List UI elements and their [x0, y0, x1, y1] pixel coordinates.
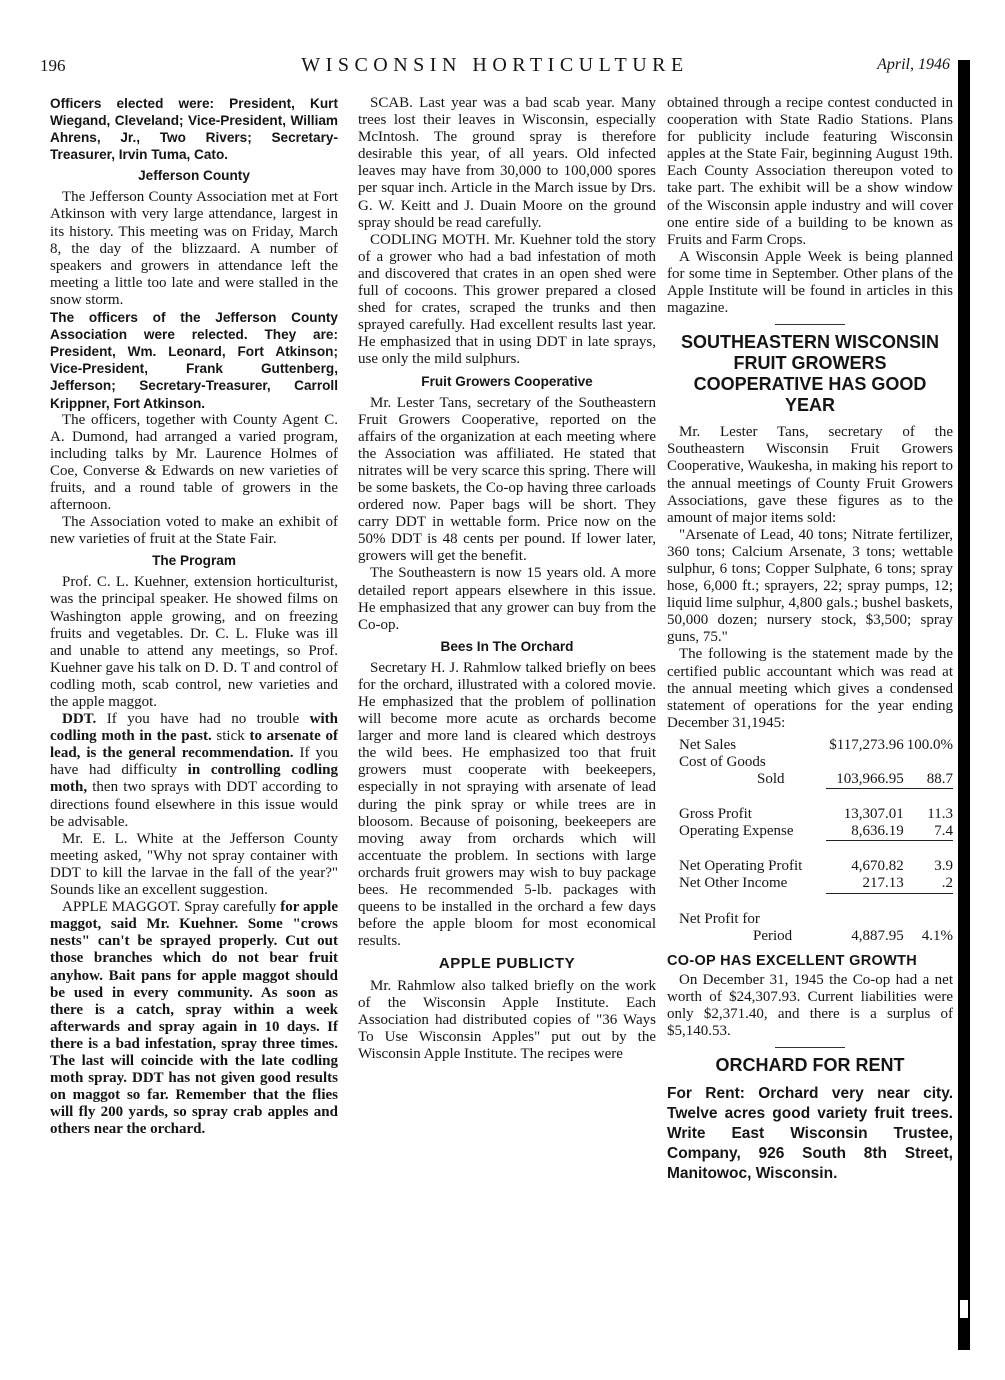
bees-heading: Bees In The Orchard — [440, 638, 574, 654]
row-value: 217.13 — [826, 875, 903, 893]
page-number: 196 — [40, 56, 66, 75]
apple-week-paragraph: A Wisconsin Apple Week is being planned for some time in September. Other plans of the Apple Institute will be found in articles in this magazine. — [667, 248, 953, 317]
maggot-text-b: for apple maggot, said Mr. Kuehner. Some "crows nests" can't be sprayed properly. Cut out those branches which do not bear fruit anyhow. Bait pans for apple maggot should be used in every community. As soon as there is a catch, spray — [50, 899, 338, 1018]
scab-paragraph: SCAB. Last year was a bad scab year. Many trees lost their leaves in Wisconsin, especially McIntosh. The ground spray is therefore desirable this year, of all years. Old infected leaves may have from 30,000 to 100,000 spores per squar inch. Article in the March issue by Drs. G. W. Keitt and J. Duain Moore on the ground spray should be read carefully. — [358, 95, 656, 231]
table-row — [667, 823, 953, 841]
table-row — [667, 771, 953, 789]
coop-growth-heading: CO-OP HAS EXCELLENT GROWTH — [667, 952, 918, 969]
row-pct: 4.1% — [921, 927, 953, 944]
apple-maggot-paragraph — [50, 899, 338, 1138]
column-2 — [358, 95, 656, 1063]
coop-growth-paragraph: On December 31, 1945 the Co-op had a net worth of $24,307.93. Current liabilities were only $2,371.40, and there is a surplus of $5,140.53. — [667, 971, 953, 1040]
statement-intro-paragraph: The following is the statement made by the certified public accountant which was read at the annual meeting which gives a condensed statement of operations for the year ending December 31,1945: — [667, 646, 953, 731]
row-label: Operating Expense — [679, 823, 794, 840]
row-label: Net Operating Profit — [679, 858, 803, 875]
jefferson-officers-paragraph: The officers of the Jefferson County Association were relected. They are: President, Wm. Leonard, Fort Atkinson; Vice-President, Frank Guttenberg, Jefferson; Secretary-Treasurer, Carroll Krippner, Fort Atkinson. — [50, 310, 338, 411]
table-row — [667, 911, 953, 928]
row-value: 13,307.01 — [843, 806, 904, 823]
southeastern-age-paragraph: The Southeastern is now 15 years old. A more detailed report appears elsewhere in this issue. He emphasized that any grower can buy from the Co-op. — [358, 565, 656, 633]
jefferson-county-heading: Jefferson County — [138, 168, 250, 184]
row-pct: .2 — [904, 875, 953, 893]
page-edge-shadow — [958, 60, 970, 1350]
apple-publicity-heading: APPLE PUBLICTY — [438, 955, 576, 973]
table-row — [667, 858, 953, 875]
row-label: Net Other Income — [679, 875, 788, 892]
row-value: $117,273.96 — [829, 736, 904, 753]
rent-advertisement: For Rent: Orchard very near city. Twelve acres good variety fruit trees. Write East Wisconsin Trustee, Company, 926 South 8th Street, Manitowoc, Wisconsin. — [667, 1085, 953, 1183]
ddt-paragraph — [50, 711, 338, 831]
financial-statement-table — [667, 737, 953, 945]
row-value: 4,887.95 — [851, 927, 904, 944]
tans-report-paragraph: Mr. Lester Tans, secretary of the Southeastern Fruit Growers Cooperative, reported on the affairs of the organization at each meeting where the Association was affiliated. He stated that nitrates will be very scarce this spring. There will be some baskets, the Co-op having three carloads ordered now. Paper bags will be short. They carry DDT in wettable form. Price now on the 50% DDT is 48 cents per pound. If lower later, growers will get the benefit. — [358, 394, 656, 565]
table-row — [667, 806, 953, 823]
column-3 — [667, 95, 953, 1184]
row-pct: 100.0% — [906, 736, 953, 753]
row-pct: 88.7 — [904, 771, 953, 789]
row-pct: 7.4 — [904, 823, 953, 841]
fruit-growers-coop-heading: Fruit Growers Cooperative — [421, 373, 593, 389]
row-value: 103,966.95 — [826, 771, 903, 789]
page-edge-gap — [960, 1300, 968, 1318]
row-label: Sold — [757, 771, 785, 788]
page-header — [40, 56, 950, 82]
apple-institute-paragraph: Mr. Rahmlow also talked briefly on the work of the Wisconsin Apple Institute. Each Association had distributed copies of "36 Ways To Use Wisconsin Apples" put out by the Wisconsin Apple Institute. The recipes were — [358, 977, 656, 1062]
white-question-paragraph: Mr. E. L. White at the Jefferson County meeting asked, "Why not spray container with DDT to kill the larvae in the fall of the year?" Sounds like an excellent suggestion. — [50, 830, 338, 899]
table-row — [667, 928, 953, 945]
officers-paragraph: Officers elected were: President, Kurt Wiegand, Cleveland; Vice-President, William Ahrens, Jr., Two Rivers; Secretary-Treasurer, Irvin Tuma, Cato. — [50, 96, 338, 163]
row-value: 8,636.19 — [826, 823, 903, 841]
exhibit-paragraph: The Association voted to make an exhibit of new varieties of fruit at the State Fair. — [50, 514, 338, 548]
row-value: 4,670.82 — [851, 858, 904, 875]
jefferson-meeting-paragraph: The Jefferson County Association met at Fort Atkinson with very large attendance, largest in its history. This meeting was on Friday, March 8, the day of the blizzaard. A number of speakers and growers in attendance left the meeting a little too late and were stalled in the snow storm. — [50, 189, 338, 308]
recipe-contest-paragraph: obtained through a recipe contest conducted in cooperation with State Radio Stations. Plans for publicity include featuring Wisconsin apples at the State Fair, beginning August 19th. Each County Association thereupon voted to take part. The exhibit will be a show window of the Wisconsin apple industry and will cover one entire side of a building to be known as Fruits and Farm Crops. — [667, 95, 953, 248]
ddt-text-g: then two sprays with DDT according to directions found elsewhere in this issue would be advisable. — [50, 779, 338, 830]
ddt-text-a: If you have had no trouble — [96, 711, 310, 728]
codling-moth-paragraph: CODLING MOTH. Mr. Kuehner told the story of a grower who had a bad infestation of moth and discovered that crates in an open shed were full of cocoons. This grower prepared a closed shed for crates, scraped the trunks and then sprayed carefully. Had excellent results last year. He emphasized that in using DDT in late sprays, use only the mild sulphurs. — [358, 231, 656, 368]
maggot-text-c: within a week — [233, 1001, 338, 1018]
items-sold-paragraph: "Arsenate of Lead, 40 tons; Nitrate fertilizer, 360 tons; Calcium Arsenate, 3 tons; wettable sulphur, 6 tons; Copper Sulphate, 6 tons; spray hose, 6,000 ft.; sprayers, 22; spray pumps, 12; liquid lime sulphur, 4,800 gals.; bushel baskets, 50,000 dozen; nursery stock, $3,500; spray guns, 75." — [667, 526, 953, 646]
ddt-text-e: If you have had difficulty — [50, 745, 338, 779]
ddt-text-c: stick — [211, 728, 250, 745]
issue-date: April, 1946 — [877, 56, 950, 73]
ddt-text-b: with codling moth in the past. — [50, 711, 338, 745]
bees-paragraph: Secretary H. J. Rahmlow talked briefly on bees for the orchard, illustrated with a colored movie. He emphasized that the problem of pollination will become more acute as orchards become larger and more land is cleared which destroys the wild bees. He emphasized too that fruit growers must cooperate with beekeepers, especially in not spraying with arsenate of lead during the pink spray or while trees are in bloosom. Because of poisoning, beekeepers are moving away from orchards which will accentuate the problem. In sections with large orchards fruit growers may wish to buy package bees. He recommended 5-lb. packages with queens to be installed in the orchard a few days before the apple bloom for most economical results. — [358, 659, 656, 950]
table-row — [667, 737, 953, 754]
program-heading: The Program — [152, 553, 236, 569]
table-row — [667, 875, 953, 893]
column-1 — [50, 95, 338, 1138]
row-label: Net Profit for — [679, 910, 760, 927]
row-label: Period — [753, 927, 793, 944]
table-row — [667, 754, 953, 771]
divider — [775, 324, 845, 325]
row-label: Cost of Goods — [679, 754, 766, 770]
row-pct: 3.9 — [934, 858, 953, 875]
maggot-text-d: afterwards and spray again in 10 days. If there is a bad infestation, spray three times. The last will coincide with the late codling moth spray. DDT has not given good results on maggot so far. Remember that the flies will fly 200 yards, so spray crab apples and others near the orchard. — [50, 1018, 338, 1138]
journal-title: WISCONSIN HORTICULTURE — [301, 54, 689, 76]
ddt-text-d: to arsenate of lead, is the general recommendation. — [50, 728, 338, 762]
row-pct: 11.3 — [927, 806, 953, 823]
divider — [775, 1047, 845, 1048]
southeastern-headline: SOUTHEASTERN WISCONSIN FRUIT GROWERS COOPERATIVE HAS GOOD YEAR — [680, 332, 939, 416]
row-label: Gross Profit — [679, 806, 752, 823]
speaker-paragraph: Prof. C. L. Kuehner, extension horticulturist, was the principal speaker. He showed films on Washington apple growing, and on freezing fruits and vegetables. Dr. C. L. Fluke was ill and unable to attend any meetings, so Prof. Kuehner gave his talk on D. D. T and control of codling moth, scab control, new varieties and the apple maggot. — [50, 574, 338, 710]
maggot-text-a: APPLE MAGGOT. Spray carefully — [62, 899, 281, 916]
tans-figures-paragraph: Mr. Lester Tans, secretary of the Southeastern Wisconsin Fruit Growers Cooperative, Waukesha, in making his report to the annual meetings of County Fruit Growers Associations, gave these figures as to the amount of major items sold: — [667, 424, 953, 526]
ddt-text-f: in controlling codling moth, — [50, 762, 338, 796]
orchard-for-rent-heading: ORCHARD FOR RENT — [715, 1055, 905, 1076]
program-arranged-paragraph: The officers, together with County Agent C. A. Dumond, had arranged a varied program, including talks by Mr. Laurence Holmes of Coe, Converse & Edwards on new varieties of fruits, and a round table of growers in the afternoon. — [50, 411, 338, 514]
row-label: Net Sales — [679, 736, 737, 753]
ddt-lead: DDT. — [62, 711, 97, 728]
